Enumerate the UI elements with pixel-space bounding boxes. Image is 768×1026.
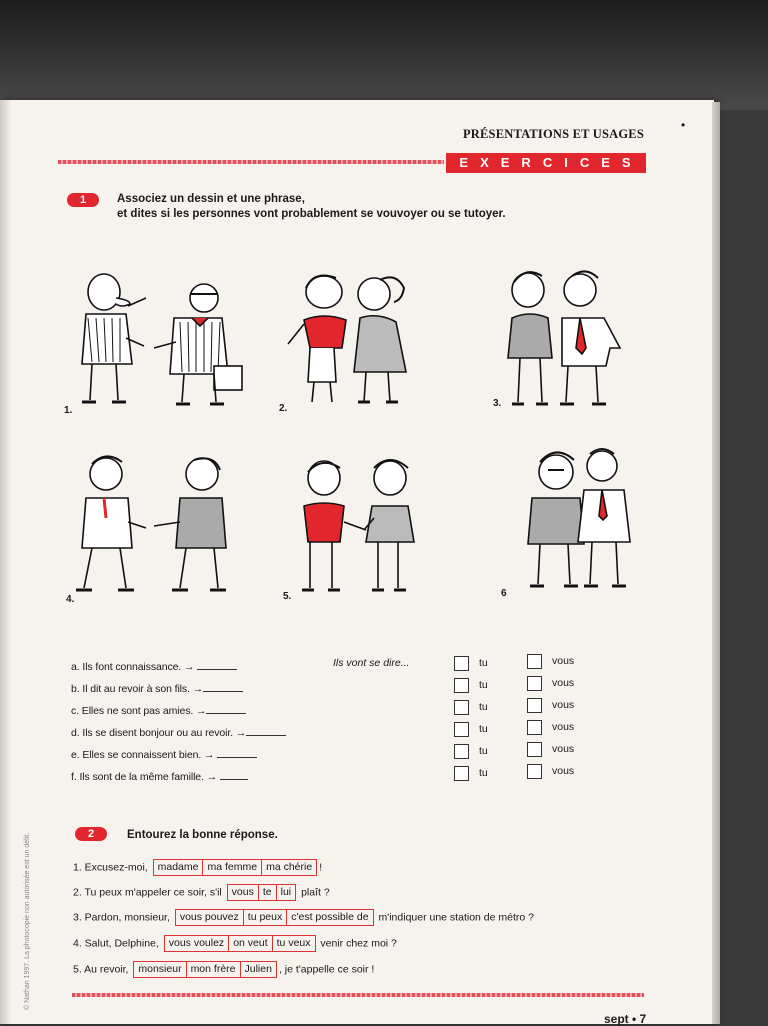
figure-6-illustration [502, 446, 682, 596]
ex2-option[interactable]: madame [157, 861, 199, 873]
ex2-option[interactable]: ma chérie [261, 860, 316, 875]
ex2-option[interactable]: monsieur [138, 963, 182, 975]
answer-blank-c[interactable] [206, 713, 246, 714]
label-vous-c: vous [552, 699, 575, 711]
figure-6-label: 6 [501, 588, 507, 599]
ex2-option[interactable]: vous [231, 886, 254, 898]
label-vous-e: vous [552, 743, 575, 755]
checkbox-vous-f[interactable] [527, 764, 542, 779]
instruction-line-1: Associez un dessin et une phrase, [117, 193, 305, 205]
exercises-banner: EXERCICES [446, 153, 646, 173]
page-spine [0, 100, 12, 1024]
ex2-options-5 [133, 961, 277, 978]
answer-blank-e[interactable] [217, 757, 257, 758]
ex2-option[interactable]: vous pouvez [179, 911, 239, 923]
page-edge [712, 102, 720, 1024]
exercise-2-instruction: Entourez la bonne réponse. [127, 829, 278, 841]
ex2-option[interactable]: mon frère [186, 962, 240, 977]
checkbox-vous-b[interactable] [527, 676, 542, 691]
ex2-option[interactable]: te [258, 885, 276, 900]
ex2-line-5: 5. Au revoir, monsieur mon frère Julien , je t'appelle ce soir ! [73, 961, 374, 978]
label-tu-c: tu [479, 701, 488, 713]
label-vous-b: vous [552, 677, 575, 689]
ex2-options-2 [227, 884, 296, 901]
ex2-options-4 [164, 935, 316, 952]
checkbox-tu-d[interactable] [454, 722, 469, 737]
checkbox-vous-d[interactable] [527, 720, 542, 735]
ex2-line-2: 2. Tu peux m'appeler ce soir, s'il vous te lui plaît ? [73, 884, 330, 901]
checkbox-tu-e[interactable] [454, 744, 469, 759]
checkbox-vous-c[interactable] [527, 698, 542, 713]
instruction-line-2: et dites si les personnes vont probablement se vouvoyer ou se tutoyer. [117, 208, 506, 220]
sentence-e: e. Elles se connaissent bien. → [71, 749, 257, 761]
label-tu-b: tu [479, 679, 488, 691]
figure-5-illustration [280, 452, 460, 602]
ex2-options-3 [175, 909, 374, 926]
label-vous-a: vous [552, 655, 575, 667]
ex2-line-1: 1. Excusez-moi, madame ma femme ma chérie ! [73, 859, 322, 876]
answer-blank-f[interactable] [220, 779, 248, 780]
answer-blank-d[interactable] [246, 735, 286, 736]
header-rule [58, 160, 444, 164]
figure-2-illustration [276, 262, 456, 412]
sentence-b: b. Il dit au revoir à son fils. → [71, 683, 243, 695]
figure-4-label: 4. [66, 594, 75, 605]
footer-rule [72, 993, 644, 997]
exercise-1-instruction [117, 192, 506, 222]
ex2-option[interactable]: vous voulez [168, 937, 225, 949]
prompt-text: Ils vont se dire... [333, 657, 410, 669]
answer-blank-b[interactable] [203, 691, 243, 692]
label-tu-a: tu [479, 657, 488, 669]
ex2-option[interactable]: lui [276, 885, 296, 900]
answer-blank-a[interactable] [197, 669, 237, 670]
checkbox-tu-b[interactable] [454, 678, 469, 693]
checkbox-vous-e[interactable] [527, 742, 542, 757]
copyright-notice: © Nathan 1997. La photocopie non autorisée est un délit. [24, 832, 31, 1010]
figure-1-label: 1. [64, 405, 73, 416]
ex2-option[interactable]: ma femme [202, 860, 261, 875]
sentence-c: c. Elles ne sont pas amies. → [71, 705, 246, 717]
ex2-options-1 [153, 859, 318, 876]
checkbox-tu-f[interactable] [454, 766, 469, 781]
background-top [0, 0, 768, 110]
ex2-option[interactable]: tu veux [272, 936, 315, 951]
label-tu-e: tu [479, 745, 488, 757]
ex2-option[interactable]: Julien [240, 962, 276, 977]
sentence-a: a. Ils font connaissance. → [71, 661, 237, 673]
sentence-f: f. Ils sont de la même famille. → [71, 771, 248, 783]
checkbox-tu-a[interactable] [454, 656, 469, 671]
label-vous-d: vous [552, 721, 575, 733]
figure-1-illustration [64, 262, 244, 412]
ex2-option[interactable]: c'est possible de [286, 910, 372, 925]
sentence-d: d. Ils se disent bonjour ou au revoir. → [71, 727, 286, 739]
section-title: PRÉSENTATIONS ET USAGES [462, 127, 644, 141]
page-number: sept • 7 [604, 1012, 647, 1026]
figure-2-label: 2. [279, 403, 288, 414]
label-tu-d: tu [479, 723, 488, 735]
exercise-1-badge: 1 [67, 193, 99, 207]
ex2-option[interactable]: on veut [228, 936, 271, 951]
ex2-line-3: 3. Pardon, monsieur, vous pouvez tu peux c'est possible de m'indiquer une station de métro ? [73, 909, 534, 926]
figure-3-label: 3. [493, 398, 502, 409]
ex2-option[interactable]: tu peux [243, 910, 286, 925]
figure-5-label: 5. [283, 591, 292, 602]
figure-4-illustration [64, 452, 244, 602]
label-vous-f: vous [552, 765, 575, 777]
ink-dot: • [681, 118, 686, 132]
exercise-2-badge: 2 [75, 827, 107, 841]
checkbox-tu-c[interactable] [454, 700, 469, 715]
label-tu-f: tu [479, 767, 488, 779]
ex2-line-4: 4. Salut, Delphine, vous voulez on veut tu veux venir chez moi ? [73, 935, 397, 952]
figure-3-illustration [492, 262, 672, 412]
checkbox-vous-a[interactable] [527, 654, 542, 669]
